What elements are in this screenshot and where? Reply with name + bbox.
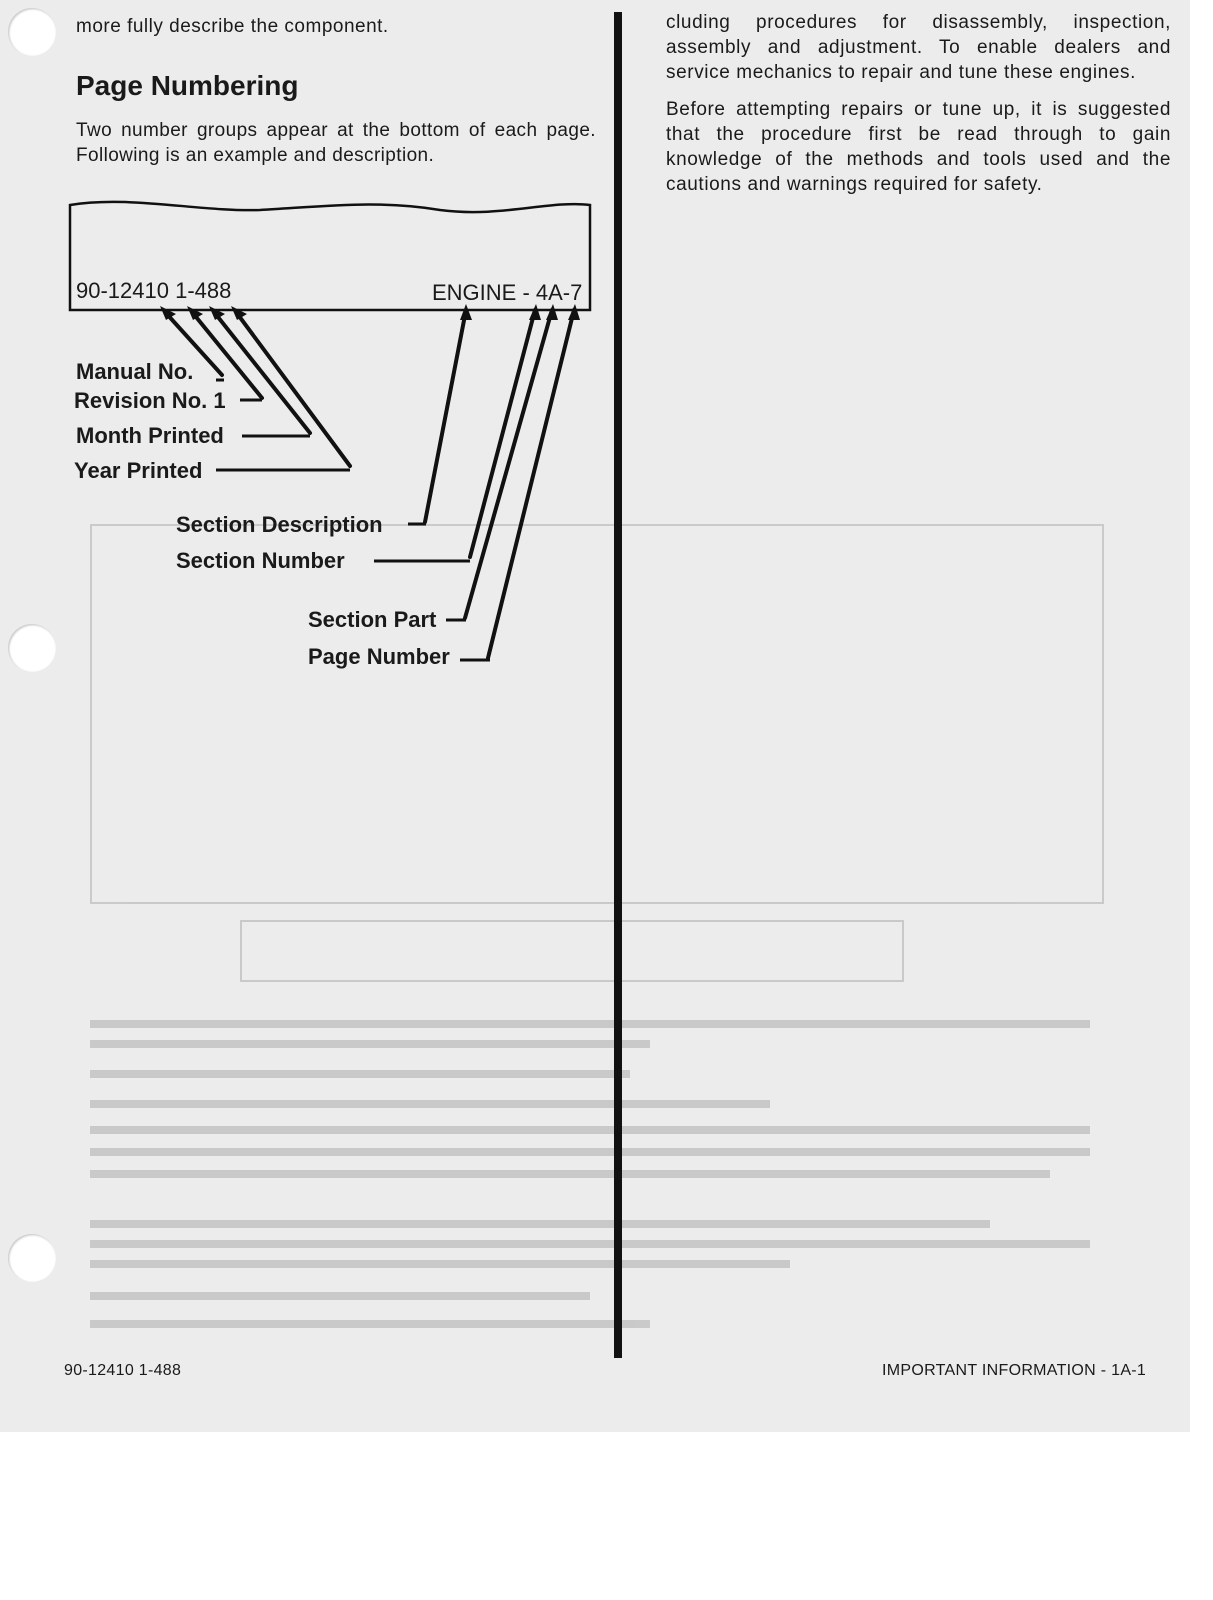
- label-manual-no: Manual No.: [76, 359, 194, 384]
- label-year-printed: Year Printed: [74, 458, 203, 483]
- arrow-section-description: [425, 310, 466, 522]
- arrow-section-number: [470, 310, 535, 557]
- right-paragraph-2: Before attempting repairs or tune up, it is suggested that the procedure first be read through to gain knowledge of the methods and tools used and the cautions and warnings required for safety.: [666, 99, 1171, 195]
- left-paragraph: Two number groups appear at the bottom of each page. Following is an example and description.: [76, 120, 596, 166]
- binder-hole: [8, 1234, 56, 1282]
- label-section-number: Section Number: [176, 548, 345, 573]
- section-heading: Page Numbering: [76, 70, 299, 101]
- label-section-part: Section Part: [308, 607, 437, 632]
- right-column: [666, 10, 1171, 209]
- right-paragraph-1: cluding procedures for disassembly, inspection, assembly and adjustment. To enable dealers and service mechanics to repair and tune these engines.: [666, 12, 1171, 83]
- label-section-description: Section Description: [176, 512, 383, 537]
- label-page-number: Page Number: [308, 644, 450, 669]
- label-revision-no: Revision No. 1: [74, 388, 226, 413]
- footer-page-number: IMPORTANT INFORMATION - 1A-1: [882, 1362, 1147, 1379]
- page-number-diagram: [0, 0, 640, 690]
- example-right-code: ENGINE - 4A-7: [432, 280, 583, 305]
- intro-line: more fully describe the component.: [76, 16, 389, 37]
- label-month-printed: Month Printed: [76, 423, 224, 448]
- footer-manual-number: 90-12410 1-488: [64, 1362, 182, 1379]
- example-left-code: 90-12410 1-488: [76, 278, 232, 303]
- arrow-month-printed: [214, 312, 310, 433]
